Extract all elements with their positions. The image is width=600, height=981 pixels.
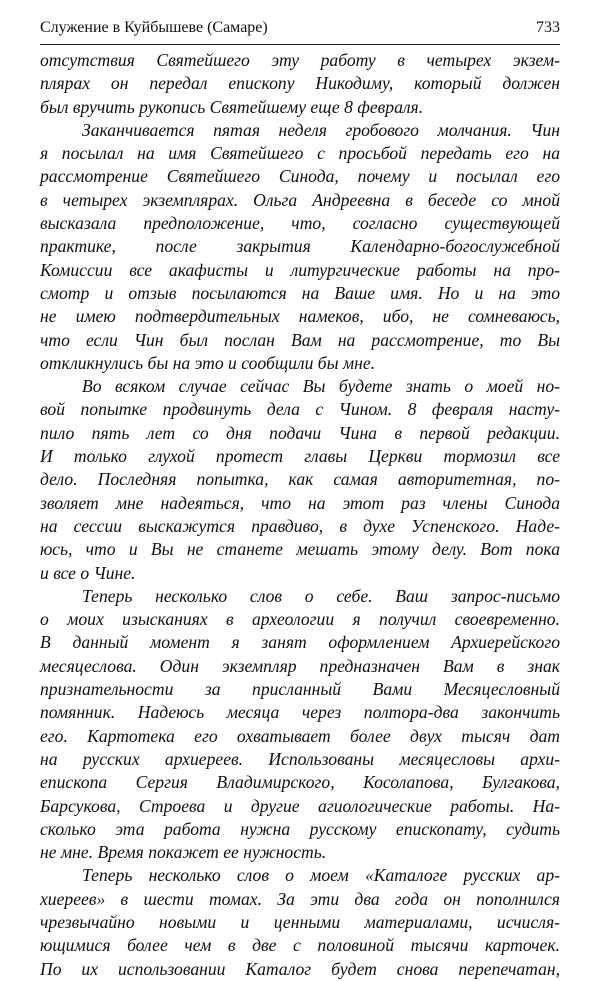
text-line: зволяет мне надеяться, что на этот раз члены Синода — [40, 492, 560, 513]
text-line: Теперь несколько слов о моем «Каталоге русских ар- — [82, 865, 560, 886]
text-line: месяцеслова. Один экземпляр предназначен Вам в знак — [40, 655, 560, 676]
running-header — [40, 18, 560, 45]
text-line: откликнулись бы на это и сообщили бы мне. — [40, 352, 376, 373]
text-line: пило пять лет со дня подачи Чина в первой редакции. — [40, 422, 560, 443]
text-line: рассмотрение Святейшего Синода, почему и посылал его — [40, 166, 560, 187]
text-line: практике, после закрытия Календарно-богослужебной — [40, 236, 560, 257]
text-line: Барсукова, Строева и другие агиологические работы. На- — [40, 795, 560, 816]
text-line: По их использовании Каталог будет снова перепечатан, — [40, 958, 560, 979]
text-line: Комиссии все акафисты и литургические работы на про- — [40, 259, 560, 280]
running-title: Служение в Куйбышеве (Самаре) — [40, 19, 268, 36]
text-line: и все о Чине. — [40, 562, 136, 583]
text-line: смотр и отзыв посылаются на Ваше имя. Но и на это — [40, 282, 560, 303]
text-line: И только глухой протест главы Церкви тормозил все — [40, 446, 560, 467]
page-number: 733 — [536, 19, 560, 36]
text-line: в четырех экземплярах. Ольга Андреевна в беседе со мной — [40, 189, 560, 210]
text-line: юсь, что и Вы не станете мешать этому делу. Вот пока — [40, 539, 560, 560]
text-line: дело. Последняя попытка, как самая авторитетная, по- — [40, 469, 560, 490]
text-line: признательности за присланный Вами Месяцесловный — [40, 679, 560, 700]
text-line: помянник. Надеюсь месяца через полтора-два закончить — [40, 702, 560, 723]
text-line: на русских архиереев. Использованы месяцесловы архи- — [40, 748, 560, 769]
text-line: плярах он передал епископу Никодиму, который должен — [40, 73, 560, 94]
text-line: отсутствия Святейшего эту работу в четырех экзем- — [40, 50, 560, 70]
text-line: не мне. Время покажет ее нужность. — [40, 842, 327, 863]
text-line: на сессии выскажутся правдиво, в духе Успенского. Наде- — [40, 515, 560, 536]
text-line: что если Чин был послан Вам на рассмотрение, то Вы — [40, 329, 560, 350]
text-line: сколько эта работа нужна русскому епископату, судить — [40, 818, 560, 839]
text-line: ющимися более чем в две с половиной тысячи карточек. — [40, 935, 560, 956]
text-line: не имею подтвердительных намеков, ибо, не сомневаюсь, — [40, 306, 560, 327]
text-line: я посылал на имя Святейшего с просьбой передать его на — [40, 143, 560, 164]
text-line: чрезвычайно новыми и ценными материалами, исчисля- — [40, 911, 560, 932]
text-line: о моих изысканиях в археологии я получил своевременно. — [40, 609, 560, 630]
book-page — [40, 18, 560, 981]
text-line: вой попытке продвинуть дела с Чином. 8 февраля насту- — [40, 399, 560, 420]
body-text — [40, 49, 560, 981]
text-line: хиереев» в шести томах. За эти два года он пополнился — [40, 888, 560, 909]
text-line: Во всяком случае сейчас Вы будете знать о моей но- — [82, 376, 560, 397]
text-line: епископа Сергия Владимирского, Косолапова, Булгакова, — [40, 772, 560, 793]
text-line: был вручить рукопись Святейшему еще 8 февраля. — [40, 96, 424, 117]
text-line: высказала предположение, что, согласно существующей — [40, 213, 560, 234]
text-line: Заканчивается пятая неделя гробового молчания. Чин — [82, 119, 560, 140]
text-line: Теперь несколько слов о себе. Ваш запрос-письмо — [82, 585, 560, 606]
text-line: В данный момент я занят оформлением Архиерейского — [40, 632, 560, 653]
text-line: его. Картотека его охватывает более двух тысяч дат — [40, 725, 560, 746]
